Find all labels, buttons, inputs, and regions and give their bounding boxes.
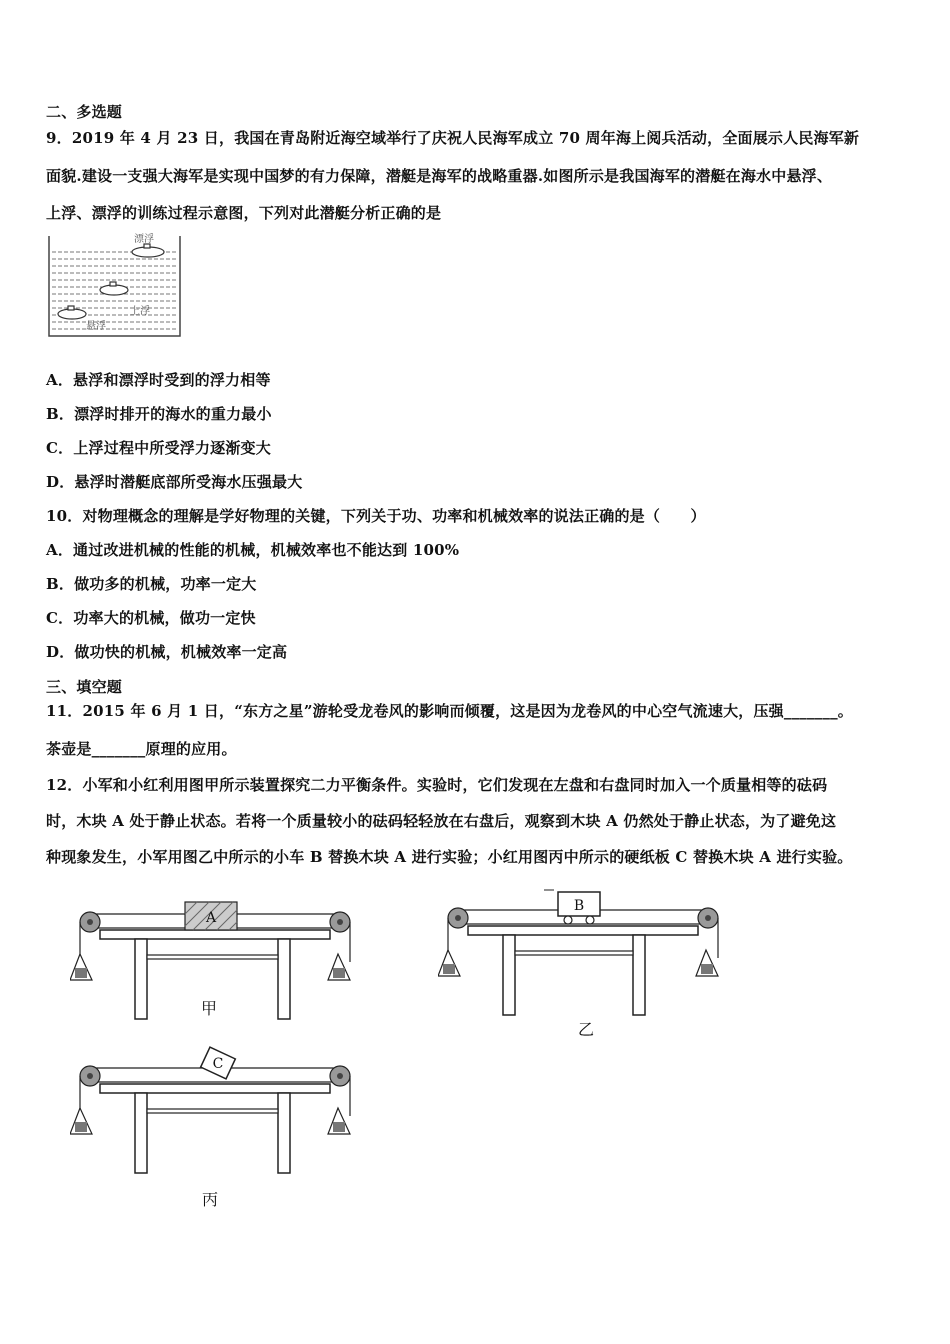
q10-stem: 10．对物理概念的理解是学好物理的关键，下列关于功、功率和机械效率的说法正确的是（ ） [46, 507, 706, 525]
block-a-label: A [205, 910, 217, 926]
label-rise: 上浮 [130, 306, 150, 317]
pulley-left [80, 912, 100, 932]
q12-line-1: 12．小军和小红利用图甲所示装置探究二力平衡条件。实验时，它们发现在左盘和右盘同时加入一个质量相等的砝码 [46, 776, 828, 794]
submarine-floating [132, 244, 164, 257]
caption-bing: 丙 [202, 1190, 219, 1209]
q9-stem-line-3: 上浮、漂浮的训练过程示意图，下列对此潜艇分析正确的是 [46, 204, 442, 222]
submarine-figure [46, 232, 186, 342]
figure-yi [438, 888, 728, 1023]
submarine-suspended [58, 306, 86, 319]
q9-option-a: A．悬浮和漂浮时受到的浮力相等 [46, 371, 271, 389]
q11-line-2: 茶壶是_______原理的应用。 [46, 740, 237, 758]
submarine-rising [100, 282, 128, 295]
q10-option-b: B．做功多的机械，功率一定大 [46, 575, 257, 593]
q12-line-3: 种现象发生，小军用图乙中所示的小车 B 替换木块 A 进行实验；小红用图丙中所示的硬纸板 C 替换木块 A 进行实验。 [46, 848, 853, 866]
q11-line-1: 11．2015 年 6 月 1 日，“东方之星”游轮受龙卷风的影响而倾覆，这是因为龙卷风的中心空气流速大，压强_______。 [46, 702, 853, 720]
label-float: 漂浮 [134, 234, 154, 245]
q10-option-d: D．做功快的机械，机械效率一定高 [46, 643, 288, 661]
q9-stem-line-2: 面貌.建设一支强大海军是实现中国梦的有力保障，潜艇是海军的战略重器.如图所示是我国海军的潜艇在海水中悬浮、 [46, 167, 833, 185]
pulley-left [448, 908, 468, 928]
pulley-right [698, 908, 718, 928]
q12-line-2: 时，木块 A 处于静止状态。若将一个质量较小的砝码轻轻放在右盘后，观察到木块 A 仍然处于静止状态，为了避免这 [46, 812, 837, 830]
q10-option-c: C．功率大的机械，做功一定快 [46, 609, 256, 627]
caption-yi: 乙 [578, 1020, 595, 1039]
q9-stem-line-1: 9．2019 年 4 月 23 日，我国在青岛附近海空域举行了庆祝人民海军成立 70 周年海上阅兵活动，全面展示人民海军新 [46, 129, 860, 147]
section-title-fill-in: 三、填空题 [46, 678, 123, 696]
q10-option-a: A．通过改进机械的性能的机械，机械效率也不能达到 100% [46, 541, 460, 559]
section-title-multiple-choice: 二、多选题 [46, 103, 123, 121]
q9-option-c: C．上浮过程中所受浮力逐渐变大 [46, 439, 271, 457]
cart-b-label: B [573, 898, 585, 914]
figure-bing [70, 1046, 360, 1186]
label-suspend: 悬浮 [86, 321, 106, 332]
pulley-right [330, 912, 350, 932]
q9-option-b: B．漂浮时排开的海水的重力最小 [46, 405, 272, 423]
q9-option-d: D．悬浮时潜艇底部所受海水压强最大 [46, 473, 303, 491]
pulley-left [80, 1066, 100, 1086]
cardboard-c-label: C [212, 1056, 224, 1072]
caption-jia: 甲 [201, 999, 218, 1018]
pulley-right [330, 1066, 350, 1086]
